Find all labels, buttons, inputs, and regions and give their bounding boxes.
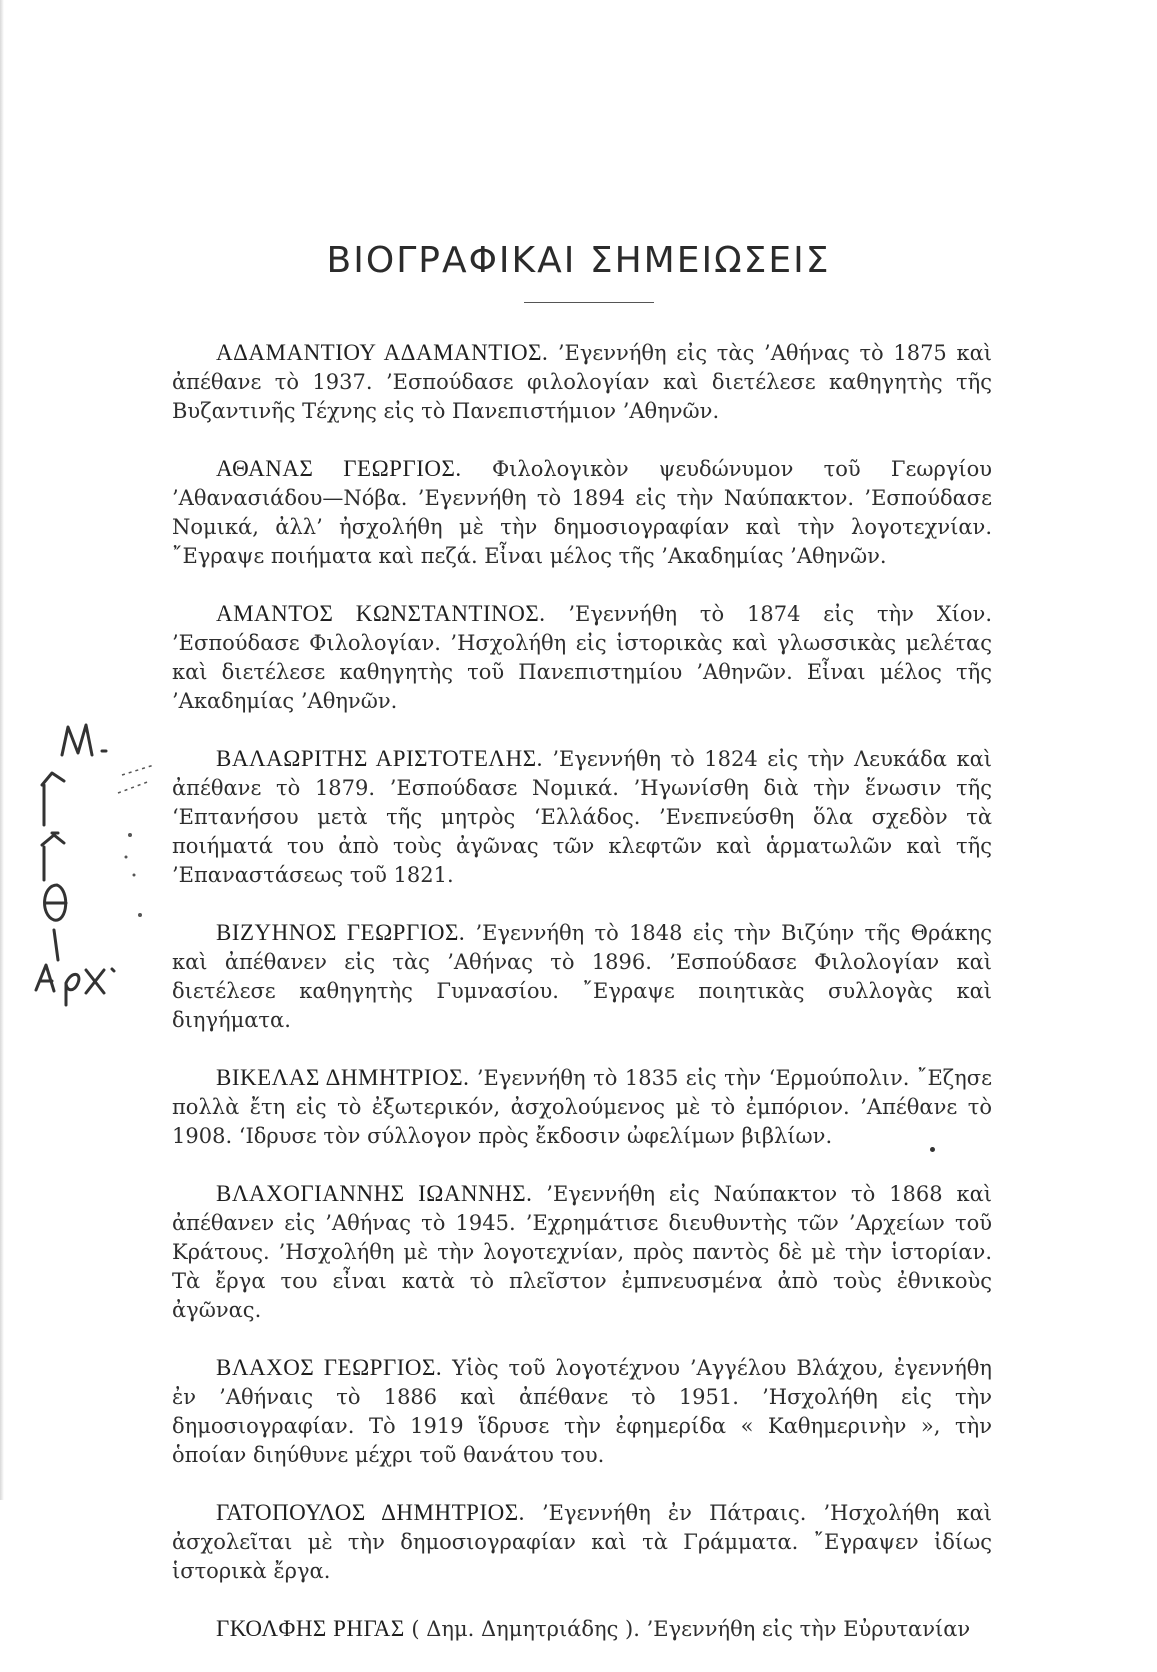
entry-name: ΒΛΑΧΟΓΙΑΝΝΗΣ ΙΩΑΝΝΗΣ. [216,1181,533,1206]
entry-text: ’Εγεννήθη τὸ 1824 εἰς τὴν Λευκάδα καὶ ἀπέθανε τὸ 1879. ’Εσπούδασε Νομικά. ’Ηγωνίσθη διὰ τὴν ἕνωσιν τῆς ‘Επτανήσου μετὰ τῆς μητρὸς ‘Ελλάδος. ’Ενεπνεύσθη ὅλα σχεδὸν τὰ ποιήματά του ἀπὸ τοὺς ἀγῶνας τῶν κλεφτῶν καὶ ἁρματωλῶν καὶ τῆς ’Επαναστάσεως τοῦ 1821. [172,747,992,887]
ink-speck [930,1147,935,1152]
biography-entry-adamantiou [172,338,992,426]
entry-text: ( Δημ. Δημητριάδης ). ’Εγεννήθη εἰς τὴν Εὐρυτανίαν [411,1617,971,1641]
page-edge-shadow [0,0,4,1500]
entry-text: ’Εγεννήθη εἰς Ναύπακτον τὸ 1868 καὶ ἀπέθανεν εἰς ’Αθήνας τὸ 1945. ’Εχρημάτισε διευθυντὴς τῶν ’Αρχείων τοῦ Κράτους. ’Ησχολήθη μὲ τὴν λογοτεχνίαν, πρὸς παντὸς δὲ μὲ τὴν ἱστορίαν. Τὰ ἔργα του εἶναι κατὰ τὸ πλεῖστον ἐμπνευσμένα ἀπὸ τοὺς ἐθνικοὺς ἀγῶνας. [172,1182,992,1322]
entry-text: ’Εγεννήθη τὸ 1835 εἰς τὴν ‘Ερμούπολιν. ῎Εζησε πολλὰ ἔτη εἰς τὸ ἐξωτερικόν, ἀσχολούμενος μὲ τὸ ἐμπόριον. ’Απέθανε τὸ 1908. ‘Ιδρυσε τὸν σύλλογον πρὸς ἔκδοσιν ὠφελίμων βιβλίων. [172,1066,992,1148]
biography-entry-vikelas [172,1063,992,1151]
entry-name: ΓΑΤΟΠΟΥΛΟΣ ΔΗΜΗΤΡΙΟΣ. [216,1500,525,1525]
biography-entry-vizyinos [172,918,992,1035]
handwriting-drawing [22,715,162,1005]
entry-name: ΒΙΖΥΗΝΟΣ ΓΕΩΡΓΙΟΣ. [216,920,466,945]
entry-name: ΑΜΑΝΤΟΣ ΚΩΝΣΤΑΝΤΙΝΟΣ. [216,601,546,626]
biography-entry-gkolfis [172,1614,992,1644]
biography-entry-athanas [172,454,992,571]
biography-entry-vlachos [172,1353,992,1470]
entry-text: ’Εγεννήθη ἐν Πάτραις. ’Ησχολήθη καὶ ἀσχολεῖται μὲ τὴν δημοσιογραφίαν καὶ τὰ Γράμματα. ῎Εγραψεν ἰδίως ἱστορικὰ ἔργα. [172,1501,992,1583]
biography-entry-gatopoulos [172,1498,992,1586]
entry-name: ΒΛΑΧΟΣ ΓΕΩΡΓΙΟΣ. [216,1355,443,1380]
biography-entry-vlachogiannis [172,1179,992,1325]
biography-list [172,338,992,1672]
page-title: ΒΙΟΓΡΑΦΙΚΑΙ ΣΗΜΕΙΩΣΕΙΣ [326,240,831,281]
entry-name: ΓΚΟΛΦΗΣ ΡΗΓΑΣ [216,1616,405,1641]
entry-text: ’Εγεννήθη τὸ 1848 εἰς τὴν Βιζύην τῆς Θράκης καὶ ἀπέθανεν εἰς τὰς ’Αθήνας τὸ 1896. ’Εσπούδασε Φιλολογίαν καὶ διετέλεσε καθηγητὴς Γυμνασίου. ῎Εγραψε ποιητικὰς συλλογὰς καὶ διηγήματα. [172,921,992,1032]
entry-name: ΑΔΑΜΑΝΤΙΟΥ ΑΔΑΜΑΝΤΙΟΣ. [216,340,549,365]
biography-entry-amantos [172,599,992,716]
entry-name: ΒΙΚΕΛΑΣ ΔΗΜΗΤΡΙΟΣ. [216,1065,470,1090]
entry-text: Υἱὸς τοῦ λογοτέχνου ’Αγγέλου Βλάχου, ἐγεννήθη ἐν ’Αθήναις τὸ 1886 καὶ ἀπέθανε τὸ 1951. ’Ησχολήθη εἰς τὴν δημοσιογραφίαν. Τὸ 1919 ἵδρυσε τὴν ἐφημερίδα « Καθημερινὴν », τὴν ὁποίαν διηύθυνε μέχρι τοῦ θανάτου του. [172,1356,992,1467]
biography-entry-valaoritis [172,744,992,890]
entry-text: Φιλολογικὸν ψευδώνυμον τοῦ Γεωργίου ’Αθανασιάδου—Νόβα. ’Εγεννήθη τὸ 1894 εἰς τὴν Ναύπακτον. ’Εσπούδασε Νομικά, ἀλλ’ ἠσχολήθη μὲ τὴν δημοσιογραφίαν καὶ τὴν λογοτεχνίαν. ῎Εγραψε ποιήματα καὶ πεζά. Εἶναι μέλος τῆς ’Ακαδημίας ’Αθηνῶν. [172,457,993,568]
entry-text: ’Εγεννήθη εἰς τὰς ’Αθήνας τὸ 1875 καὶ ἀπέθανε τὸ 1937. ’Εσπούδασε φιλολογίαν καὶ διετέλεσε καθηγητὴς τῆς Βυζαντινῆς Τέχνης εἰς τὸ Πανεπιστήμιον ’Αθηνῶν. [172,341,992,423]
entry-text: ’Εγεννήθη τὸ 1874 εἰς τὴν Χίον. ’Εσπούδασε Φιλολογίαν. ’Ησχολήθη εἰς ἱστορικὰς καὶ γλωσσικὰς μελέτας καὶ διετέλεσε καθηγητὴς τοῦ Πανεπιστημίου ’Αθηνῶν. Εἶναι μέλος τῆς ’Ακαδημίας ’Αθηνῶν. [172,602,992,713]
title-underline [524,302,654,303]
entry-name: ΑΘΑΝΑΣ ΓΕΩΡΓΙΟΣ. [216,456,462,481]
handwritten-margin-annotation [22,715,162,1005]
entry-name: ΒΑΛΑΩΡΙΤΗΣ ΑΡΙΣΤΟΤΕΛΗΣ. [216,746,543,771]
